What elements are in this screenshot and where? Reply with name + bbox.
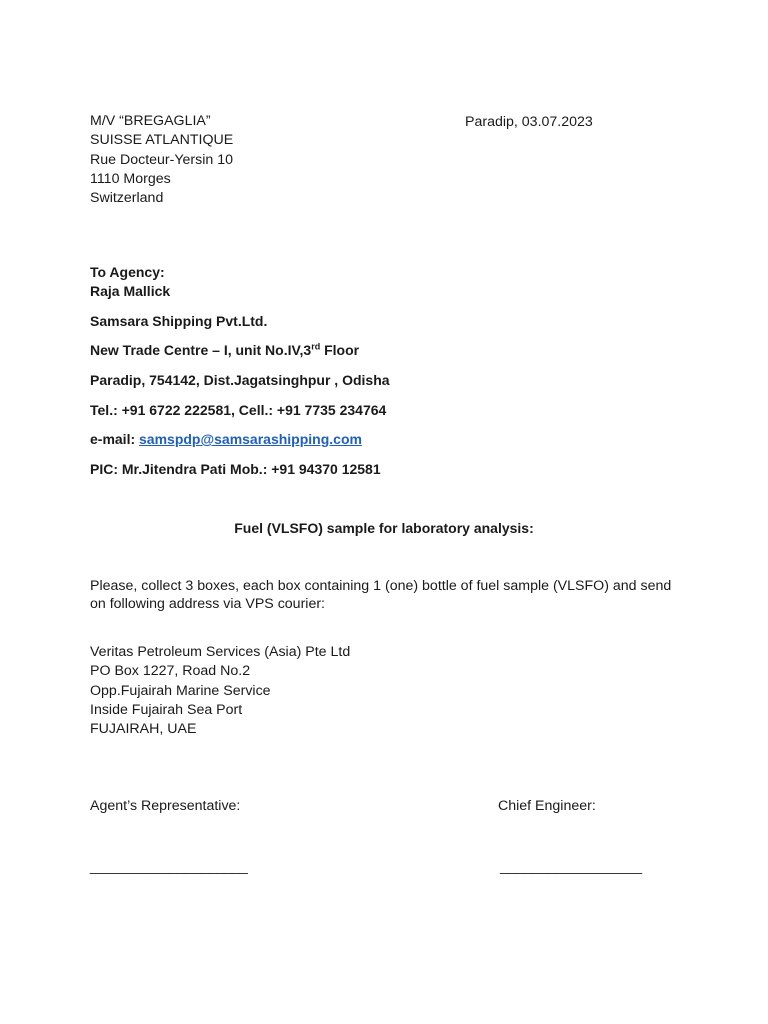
email-link[interactable]: samspdp@samsarashipping.com	[139, 431, 362, 447]
agency-email-line	[90, 430, 362, 448]
to-agency-label: To Agency:	[90, 264, 165, 280]
sender-city: 1110 Morges	[90, 170, 171, 187]
letter-heading: Fuel (VLSFO) sample for laboratory analysis:	[234, 520, 534, 536]
agency-address	[90, 341, 359, 359]
agent-representative-label: Agent’s Representative:	[90, 798, 241, 814]
lab-address-line: Opp.Fujairah Marine Service	[90, 682, 271, 699]
agency-address-ordinal: rd	[311, 341, 321, 352]
lab-address-line: Inside Fujairah Sea Port	[90, 701, 243, 718]
sender-company: SUISSE ATLANTIQUE	[90, 132, 234, 149]
agency-address-main: New Trade Centre – I, unit No.IV,3	[90, 342, 312, 358]
agent-signature-line: ____________________	[90, 859, 248, 875]
agency-company: Samsara Shipping Pvt.Ltd.	[90, 313, 268, 329]
agency-phone-line: Tel.: +91 6722 222581, Cell.: +91 7735 234764	[90, 402, 387, 418]
sender-country: Switzerland	[90, 190, 164, 207]
lab-address-line: PO Box 1227, Road No.2	[90, 663, 251, 680]
vessel-name: M/V “BREGAGLIA”	[90, 113, 211, 129]
agency-contact-name: Raja Mallick	[90, 283, 171, 299]
chief-engineer-label: Chief Engineer:	[498, 798, 596, 814]
lab-address	[90, 643, 350, 739]
lab-address-line: FUJAIRAH, UAE	[90, 721, 197, 738]
email-label: e-mail:	[90, 431, 140, 447]
sender-street: Rue Docteur-Yersin 10	[90, 151, 234, 168]
pic-line: PIC: Mr.Jitendra Pati Mob.: +91 94370 12581	[90, 461, 381, 477]
instructions-paragraph: Please, collect 3 boxes, each box containing 1 (one) bottle of fuel sample (VLSFO) and send on following address via VPS courier:	[90, 578, 672, 612]
lab-address-line: Veritas Petroleum Services (Asia) Pte Ltd	[90, 644, 351, 660]
agency-address-floor: Floor	[320, 342, 360, 358]
chief-engineer-signature-line: __________________	[500, 859, 643, 875]
sender-address	[90, 112, 233, 208]
place-date: Paradip, 03.07.2023	[465, 114, 593, 130]
agency-city-line: Paradip, 754142, Dist.Jagatsinghpur , Odisha	[90, 372, 390, 388]
